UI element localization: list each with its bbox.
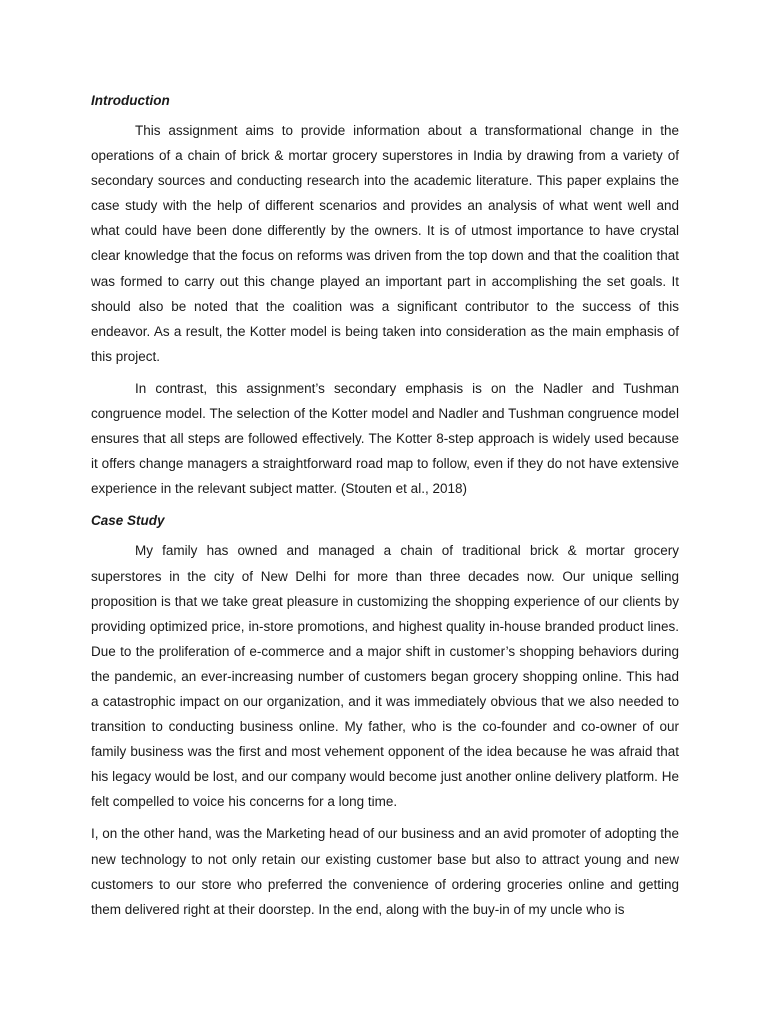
document-body: [91, 88, 679, 922]
section-heading-case-study: Case Study: [91, 513, 165, 529]
paragraph: This assignment aims to provide information about a transformational change in the operations of a chain of brick & mortar grocery superstores in India by drawing from a variety of secondary sources and conducting research into the academic literature. This paper explains the case study with the help of different scenarios and provides an analysis of what went well and what could have been done differently by the owners. It is of utmost importance to have crystal clear knowledge that the focus on reforms was driven from the top down and that the coalition that was formed to carry out this change played an important part in accomplishing the set goals. It should also be noted that the coalition was a significant contributor to the success of this endeavor. As a result, the Kotter model is being taken into consideration as the main emphasis of this project.: [91, 123, 679, 364]
paragraph: I, on the other hand, was the Marketing head of our business and an avid promoter of adopting the new technology to not only retain our existing customer base but also to attract young and new customers to our store who preferred the convenience of ordering groceries online and getting them delivered right at their doorstep. In the end, along with the buy-in of my uncle who is: [91, 826, 679, 917]
paragraph: My family has owned and managed a chain of traditional brick & mortar grocery superstores in the city of New Delhi for more than three decades now. Our unique selling proposition is that we take great pleasure in customizing the shopping experience of our clients by providing optimized price, in-store promotions, and highest quality in-house branded product lines. Due to the proliferation of e-commerce and a major shift in customer’s shopping behaviors during the pandemic, an ever-increasing number of customers began grocery shopping online. This had a catastrophic impact on our organization, and it was immediately obvious that we also needed to transition to conducting business online. My father, who is the co-founder and co-owner of our family business was the first and most vehement opponent of the idea because he was afraid that his legacy would be lost, and our company would become just another online delivery platform. He felt compelled to voice his concerns for a long time.: [91, 543, 679, 810]
section-heading-introduction: Introduction: [91, 93, 170, 108]
paragraph: In contrast, this assignment’s secondary emphasis is on the Nadler and Tushman congruence model. The selection of the Kotter model and Nadler and Tushman congruence model ensures that all steps are followed effectively. The Kotter 8-step approach is widely used because it offers change managers a straightforward road map to follow, even if they do not have extensive experience in the relevant subject matter. (Stouten et al., 2018): [91, 380, 679, 497]
